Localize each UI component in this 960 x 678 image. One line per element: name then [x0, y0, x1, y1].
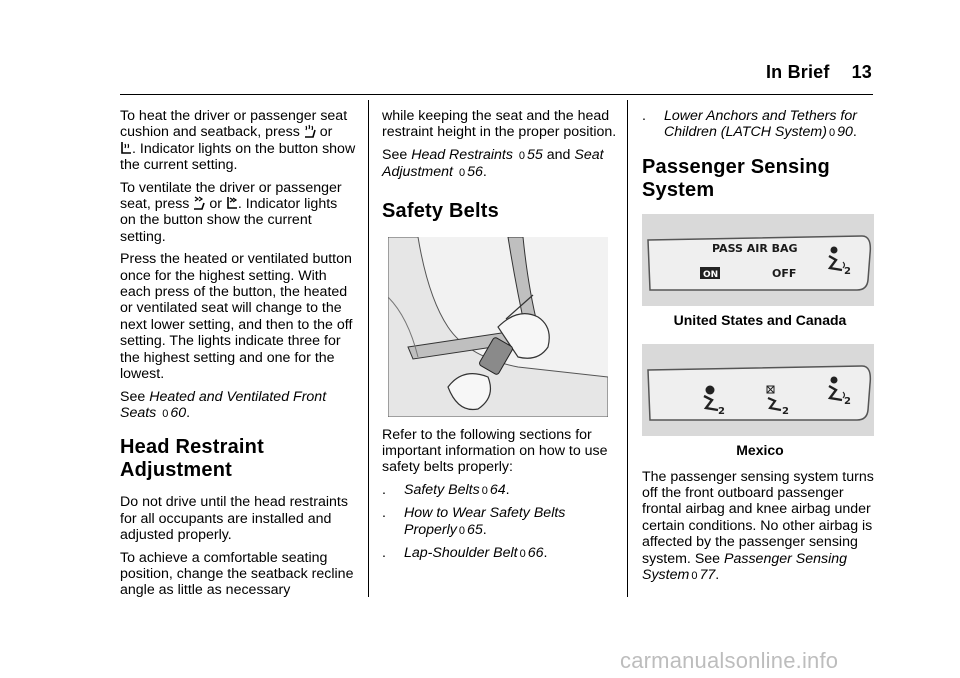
head-restraint-paragraph-1: Do not drive until the head restraints for all occupants are installed and adjusted properly.: [120, 494, 348, 544]
text: on the button show the current setting.: [120, 212, 312, 245]
bullet-link[interactable]: Lap-Shoulder Belt: [404, 545, 518, 562]
figure-caption-us: United States and Canada: [673, 311, 847, 328]
text: To ventilate the driver or passenger: [120, 179, 342, 196]
svg-text:2: 2: [844, 265, 851, 277]
page-ref[interactable]: 64: [489, 481, 506, 498]
head-restraint-paragraph-2: To achieve a comfortable seating position, change the seatback recline angle as little as necessary: [120, 549, 354, 599]
heated-seatback-icon: [120, 141, 132, 155]
page-number: 13: [851, 62, 872, 82]
header-rule: [120, 94, 873, 95]
svg-text:2: 2: [844, 396, 851, 408]
mexico-indicator-figure: [642, 344, 874, 436]
bullet-item: . How to Wear Safety Belts Properly 0 65.: [382, 505, 566, 538]
bullet-item: . Lower Anchors and Tethers for Children (LATCH System) 0 90.: [642, 108, 857, 141]
bullet-link[interactable]: Lower Anchors and Tethers for Children (LATCH System): [664, 108, 857, 141]
head-restraints-link[interactable]: Head Restraints: [411, 146, 513, 163]
xref-symbol: 0: [828, 127, 836, 140]
text: cushion and seatback, press: [120, 124, 300, 141]
panel-title: PASS AIR BAG: [712, 241, 798, 255]
heated-seat-icon: [304, 124, 316, 138]
column-2: [382, 108, 618, 568]
bullet-symbol: .: [642, 108, 646, 124]
safety-belt-illustration: [388, 237, 608, 417]
svg-text:2: 2: [782, 406, 789, 418]
passenger-sensing-link[interactable]: Passenger Sensing System: [642, 550, 848, 584]
section-title: In Brief: [765, 62, 830, 82]
bullet-item: . Lap-Shoulder Belt 0 66.: [382, 545, 548, 562]
xref-symbol: 0: [458, 167, 466, 180]
off-label: OFF: [772, 266, 797, 280]
svg-text:2: 2: [718, 406, 725, 418]
bullet-symbol: .: [382, 505, 386, 522]
head-restraint-heading: Head Restraint Adjustment: [120, 436, 264, 482]
xref-symbol: 0: [519, 548, 526, 561]
xref-symbol: 0: [481, 484, 488, 497]
watermark: carmanualsonline.info: [620, 648, 839, 673]
text: and: [546, 146, 571, 163]
ventilated-seatback-icon: [226, 196, 238, 210]
column-1: [120, 108, 360, 605]
page-ref[interactable]: 56: [467, 164, 483, 181]
text: The passenger sensing system turns off the front outboard passenger frontal airbag and knee airbag under certain conditions. No other airbag is affected by the passenger sensing system. See: [642, 468, 874, 567]
text: See: [120, 388, 146, 405]
text: . Indicator lights: [237, 196, 338, 213]
page-ref[interactable]: 60: [170, 404, 187, 421]
bullet-symbol: .: [382, 481, 386, 498]
column-3: [642, 108, 878, 590]
page-ref[interactable]: 65: [466, 521, 483, 538]
xref-symbol: 0: [518, 149, 526, 162]
safety-belts-heading: Safety Belts: [382, 199, 499, 222]
text: or: [209, 196, 222, 213]
ventilated-seat-icon: [193, 196, 205, 210]
seat-adjustment-link[interactable]: Seat Adjustment: [382, 146, 604, 181]
column-divider-1: [368, 100, 369, 597]
bullet-symbol: .: [382, 545, 386, 562]
text: See: [382, 146, 408, 163]
safety-belts-intro: Refer to the following sections for important information on how to use safety belts properly:: [382, 426, 608, 476]
bullet-item: . Safety Belts 0 64.: [382, 481, 510, 498]
passenger-sensing-heading: Passenger Sensing System: [642, 155, 830, 201]
see-paragraph: See Heated and Ventilated Front Seats 0 60.: [120, 388, 327, 421]
passenger-sensing-paragraph: The passenger sensing system turns off the front outboard passenger frontal airbag and knee airbag under certain conditions. No other airbag is affected by the passenger sensing system. See Passenger Sensing System 0 77.: [642, 468, 874, 584]
xref-symbol: 0: [162, 407, 169, 420]
xref-symbol: 0: [458, 524, 465, 537]
ventilate-paragraph: [120, 180, 360, 246]
xref-symbol: 0: [691, 570, 698, 583]
continued-paragraph: while keeping the seat and the head restraint height in the proper position.: [382, 108, 617, 141]
figure-caption-mexico: Mexico: [736, 442, 784, 459]
column-divider-2: [627, 100, 628, 597]
text: . Indicator lights on the button show the current setting.: [120, 140, 356, 174]
page-ref[interactable]: 66: [527, 545, 544, 562]
press-paragraph: Press the heated or ventilated button once for the highest setting. With each press of the button, the heated or ventilated seat will change to the next lower setting, and then to the off setting. The lights indicate three for the highest setting and one for the lowest.: [120, 251, 353, 383]
bullet-link[interactable]: Safety Belts: [404, 481, 480, 498]
text: or: [319, 124, 333, 141]
see-paragraph: See Head Restraints 0 55 and Seat Adjustment 0 56.: [382, 146, 604, 181]
heated-seats-link[interactable]: Heated and Ventilated Front Seats: [120, 388, 327, 421]
text: seat, press: [120, 196, 190, 213]
bullet-link[interactable]: How to Wear Safety Belts Properly: [404, 505, 566, 538]
page-ref[interactable]: 55: [527, 146, 543, 163]
heat-paragraph: [120, 108, 360, 174]
text: To heat the driver or passenger seat: [120, 108, 348, 124]
page-ref[interactable]: 77: [699, 567, 716, 584]
on-label: ON: [703, 269, 719, 280]
page-ref[interactable]: 90: [837, 124, 853, 141]
pass-airbag-indicator-figure: [642, 214, 874, 306]
page-header: [766, 62, 872, 83]
